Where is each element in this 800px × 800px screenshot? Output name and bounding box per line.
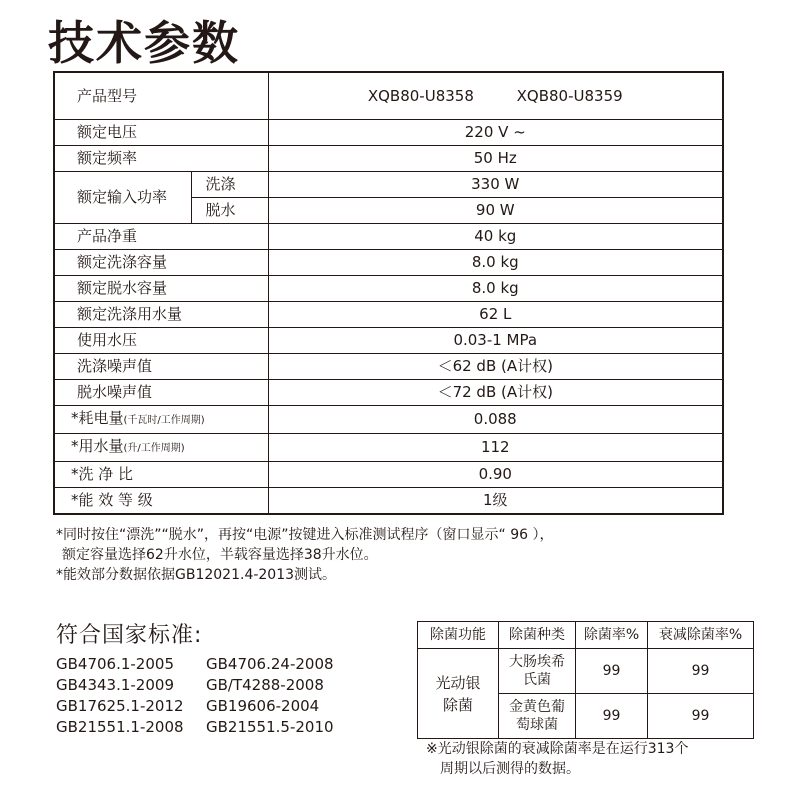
table-row — [54, 250, 723, 276]
table-row — [54, 120, 723, 146]
water-label — [54, 434, 268, 462]
standard-item: GB/T4288-2008 — [206, 676, 324, 694]
wash-power-value: 330 W — [268, 172, 723, 198]
standard-item: GB4343.1-2009 — [56, 676, 174, 694]
standard-item: GB4706.24-2008 — [206, 655, 334, 673]
spin-power-value: 90 W — [268, 198, 723, 224]
frequency-value: 50 Hz — [268, 146, 723, 172]
wash-capacity-value: 8.0 kg — [268, 250, 723, 276]
table-row — [54, 72, 723, 120]
standard-item: GB21551.1-2008 — [56, 718, 184, 736]
pressure-label: 使用水压 — [54, 328, 268, 354]
wash-noise-value: ＜62 dB (A计权) — [268, 354, 723, 380]
clean-ratio-value: 0.90 — [268, 462, 723, 488]
table-row — [54, 354, 723, 380]
bacteria-type: 大肠埃希氏菌 — [499, 649, 576, 694]
spec-table — [53, 71, 724, 515]
efficiency-label: *能 效 等 级 — [54, 488, 268, 515]
sterilization-table — [417, 621, 754, 739]
water-unit: (升/工作周期) — [123, 443, 185, 454]
pressure-value: 0.03-1 MPa — [268, 328, 723, 354]
sterilization-note-line: ※光动银除菌的衰减除菌率是在运行313个 — [426, 741, 689, 757]
table-row — [54, 434, 723, 462]
efficiency-value: 1级 — [268, 488, 723, 515]
spin-noise-value: ＜72 dB (A计权) — [268, 380, 723, 406]
standard-item: GB17625.1-2012 — [56, 697, 184, 715]
energy-value: 0.088 — [268, 406, 723, 434]
wash-noise-label: 洗涤噪声值 — [54, 354, 268, 380]
table-row — [54, 302, 723, 328]
header-type: 除菌种类 — [499, 622, 576, 649]
spin-capacity-value: 8.0 kg — [268, 276, 723, 302]
energy-label — [54, 406, 268, 434]
clean-ratio-label: *洗 净 比 — [54, 462, 268, 488]
standards-title: 符合国家标准: — [56, 623, 203, 648]
bacteria-type: 金黄色葡萄球菌 — [499, 694, 576, 739]
table-row — [418, 649, 754, 694]
table-row — [54, 224, 723, 250]
energy-label-text: *耗电量 — [71, 409, 124, 427]
sterilization-note — [426, 739, 688, 779]
sterilization-rate: 99 — [576, 649, 648, 694]
table-row — [54, 462, 723, 488]
table-row — [54, 172, 723, 198]
footnote-water-level: 额定容量选择62升水位，半载容量选择38升水位。 — [62, 547, 378, 563]
standard-item: GB4706.1-2005 — [56, 655, 174, 673]
sterilization-function: 光动银除菌 — [418, 649, 499, 739]
spin-noise-label: 脱水噪声值 — [54, 380, 268, 406]
sterilization-note-line: 周期以后测得的数据。 — [440, 761, 580, 777]
decay-rate: 99 — [648, 649, 754, 694]
decay-rate: 99 — [648, 694, 754, 739]
footnote-test-program: *同时按住“漂洗”“脱水”，再按“电源”按键进入标准测试程序（窗口显示“ 96 ）， — [56, 527, 554, 543]
frequency-label: 额定频率 — [54, 146, 268, 172]
table-row — [418, 622, 754, 649]
standards-list — [56, 654, 386, 737]
table-row — [54, 328, 723, 354]
water-use-label: 额定洗涤用水量 — [54, 302, 268, 328]
table-row — [54, 146, 723, 172]
spin-power-label: 脱水 — [191, 198, 268, 224]
water-use-value: 62 L — [268, 302, 723, 328]
voltage-label: 额定电压 — [54, 120, 268, 146]
power-label: 额定输入功率 — [54, 172, 191, 224]
table-row — [54, 406, 723, 434]
table-row — [54, 276, 723, 302]
table-row — [54, 380, 723, 406]
net-weight-label: 产品净重 — [54, 224, 268, 250]
page-title: 技术参数 — [48, 16, 240, 70]
voltage-value: 220 V ~ — [268, 120, 723, 146]
sterilization-rate: 99 — [576, 694, 648, 739]
wash-power-label: 洗涤 — [191, 172, 268, 198]
header-rate: 除菌率% — [576, 622, 648, 649]
wash-capacity-label: 额定洗涤容量 — [54, 250, 268, 276]
spin-capacity-label: 额定脱水容量 — [54, 276, 268, 302]
standard-item: GB21551.5-2010 — [206, 718, 334, 736]
water-value: 112 — [268, 434, 723, 462]
energy-unit: (千瓦时/工作周期) — [123, 415, 205, 426]
footnote-efficiency: *能效部分数据依据GB12021.4-2013测试。 — [56, 567, 337, 583]
water-label-text: *用水量 — [71, 437, 124, 455]
net-weight-value: 40 kg — [268, 224, 723, 250]
model-label: 产品型号 — [54, 72, 268, 120]
standard-item: GB19606-2004 — [206, 697, 320, 715]
model-value: XQB80-U8358 XQB80-U8359 — [268, 72, 723, 120]
header-function: 除菌功能 — [418, 622, 499, 649]
header-decay-rate: 衰减除菌率% — [648, 622, 754, 649]
table-row — [54, 488, 723, 515]
